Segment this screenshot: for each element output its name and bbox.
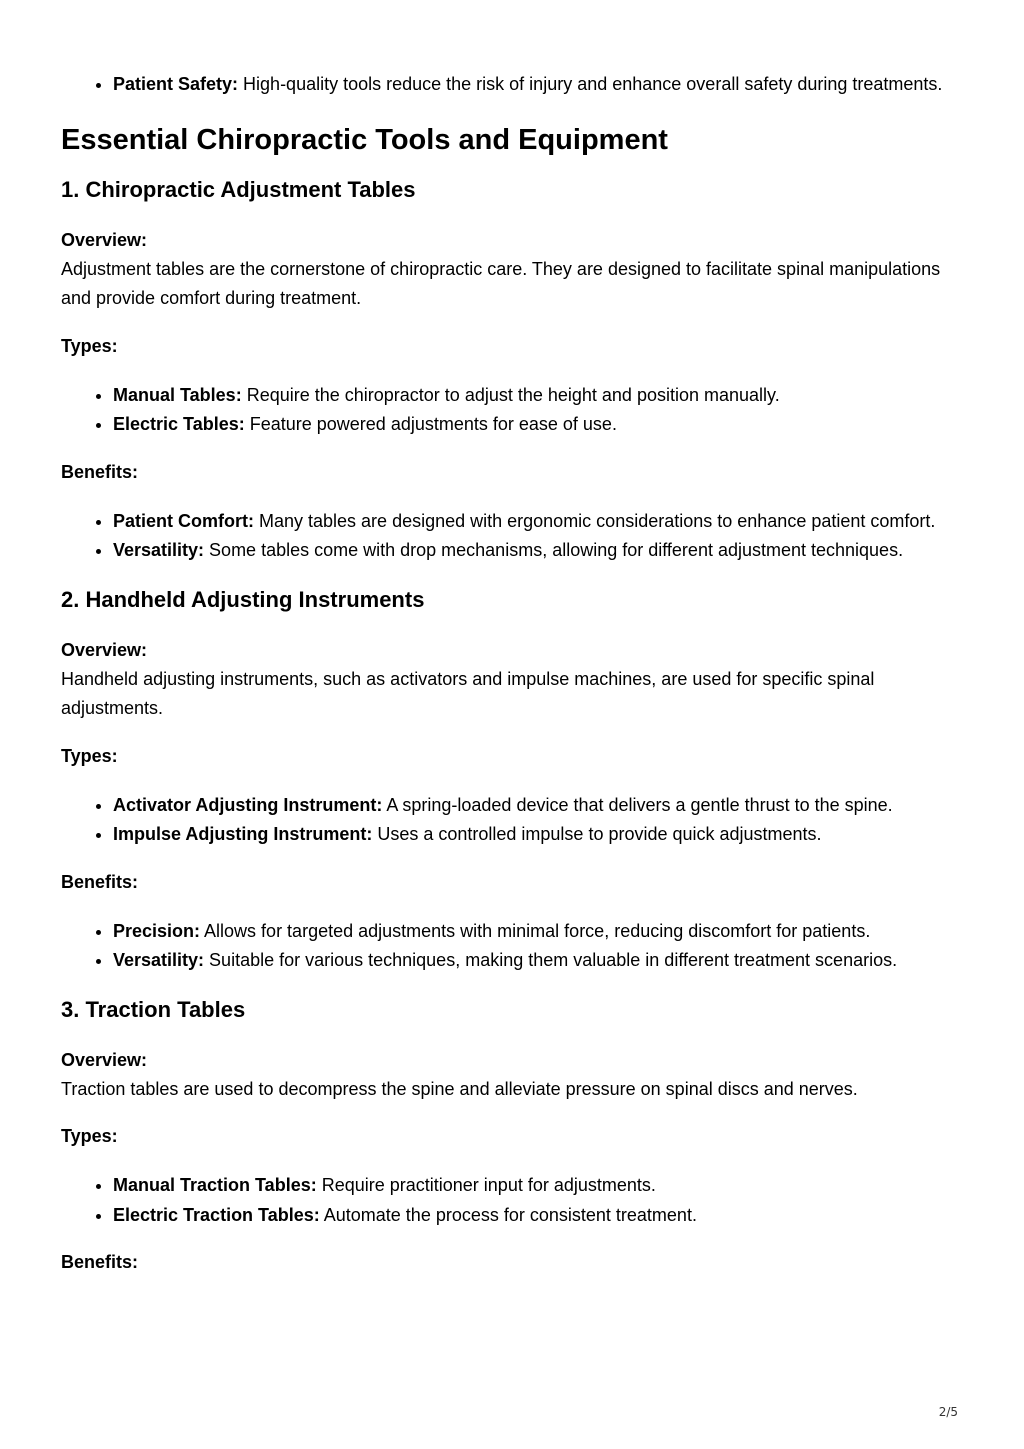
list-item <box>113 536 966 566</box>
list-item <box>113 946 966 976</box>
item-text: Some tables come with drop mechanisms, allowing for different adjustment techniques. <box>204 540 904 560</box>
overview-label: Overview: <box>61 1049 148 1070</box>
item-text: Uses a controlled impulse to provide quick adjustments. <box>372 824 822 844</box>
item-text: Many tables are designed with ergonomic considerations to enhance patient comfort. <box>254 510 936 531</box>
list-item <box>113 70 966 100</box>
benefits-list <box>61 917 966 976</box>
list-item <box>113 1171 966 1201</box>
item-label: Patient Comfort: <box>113 510 254 531</box>
list-item <box>113 1201 966 1231</box>
item-label: Electric Tables: <box>113 414 245 434</box>
item-label: Electric Traction Tables: <box>113 1204 320 1225</box>
types-label: Types: <box>61 1126 118 1146</box>
section-title: 3. Traction Tables <box>61 996 246 1022</box>
item-label: Manual Traction Tables: <box>113 1175 317 1195</box>
section-title: 2. Handheld Adjusting Instruments <box>61 586 425 612</box>
item-label: Patient Safety: <box>113 74 239 94</box>
document-page <box>61 70 966 1277</box>
benefits-label: Benefits: <box>61 461 139 482</box>
item-label: Manual Tables: <box>113 384 242 405</box>
item-text: Require practitioner input for adjustments. <box>316 1175 656 1195</box>
overview-text: Handheld adjusting instruments, such as activators and impulse machines, are used for specific spinal adjustments. <box>61 668 875 718</box>
item-text: Suitable for various techniques, making them valuable in different treatment scenarios. <box>204 950 898 970</box>
section-title: 1. Chiropractic Adjustment Tables <box>61 176 416 202</box>
item-label: Activator Adjusting Instrument: <box>113 794 383 815</box>
overview-label: Overview: <box>61 229 148 250</box>
types-label: Types: <box>61 745 118 766</box>
intro-list <box>61 70 966 100</box>
list-item <box>113 820 966 850</box>
item-label: Versatility: <box>113 950 205 970</box>
main-heading: Essential Chiropractic Tools and Equipment <box>61 123 668 156</box>
item-label: Impulse Adjusting Instrument: <box>113 824 373 844</box>
item-text: Automate the process for consistent treatment. <box>319 1204 697 1225</box>
list-item <box>113 381 966 411</box>
types-list <box>61 381 966 440</box>
benefits-list <box>61 507 966 566</box>
item-text: A spring-loaded device that delivers a gentle thrust to the spine. <box>382 794 893 815</box>
overview-text: Adjustment tables are the cornerstone of chiropractic care. They are designed to facilitate spinal manipulations and provide comfort during treatment. <box>61 258 941 308</box>
item-text: Feature powered adjustments for ease of use. <box>244 414 617 434</box>
list-item <box>113 917 966 947</box>
overview-label: Overview: <box>61 639 148 660</box>
types-label: Types: <box>61 335 118 356</box>
benefits-label: Benefits: <box>61 1252 139 1272</box>
item-text: Allows for targeted adjustments with minimal force, reducing discomfort for patients. <box>200 920 871 941</box>
list-item <box>113 507 966 537</box>
item-text: High-quality tools reduce the risk of injury and enhance overall safety during treatments. <box>238 74 943 94</box>
item-label: Precision: <box>113 920 201 941</box>
types-list <box>61 1171 966 1230</box>
item-text: Require the chiropractor to adjust the height and position manually. <box>241 384 780 405</box>
types-list <box>61 791 966 850</box>
overview-text: Traction tables are used to decompress the spine and alleviate pressure on spinal discs and nerves. <box>61 1078 858 1099</box>
item-label: Versatility: <box>113 540 205 560</box>
benefits-label: Benefits: <box>61 871 139 892</box>
list-item <box>113 410 966 440</box>
list-item <box>113 791 966 821</box>
page-number: 2/5 <box>938 1405 958 1419</box>
